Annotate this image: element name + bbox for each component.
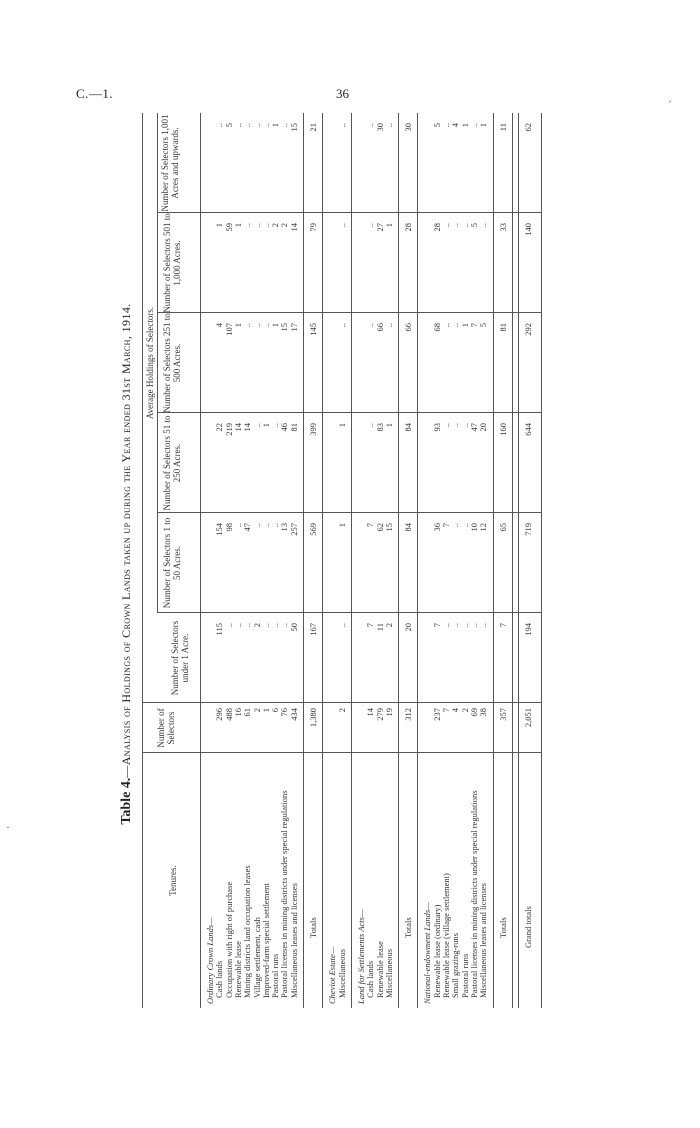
cell-value: .. (336, 123, 347, 128)
cell-value: 1 (260, 423, 271, 428)
cell-value: .. (214, 123, 225, 128)
row-label: Small grazing-runs (450, 933, 461, 998)
cell-value: .. (279, 123, 290, 128)
row-rule (322, 113, 323, 1008)
cell-value: .. (232, 123, 243, 128)
row-label: Pastoral runs (459, 953, 470, 998)
cell-value: 15 (288, 123, 299, 132)
cell-value: 98 (223, 523, 234, 532)
cell-value: 434 (288, 708, 299, 721)
holdings-table (142, 113, 541, 1008)
cell-value: 488 (223, 708, 234, 721)
grand-total-value: 292 (522, 323, 533, 336)
cell-value: .. (251, 523, 262, 528)
cell-value: .. (459, 223, 470, 228)
cell-value: 76 (279, 708, 290, 717)
cell-value: 7 (441, 523, 451, 528)
cell-value: 15 (383, 523, 394, 532)
row-label: Renewable lease (village settlement) (441, 873, 451, 998)
cell-value: 7 (441, 708, 451, 713)
cell-value: .. (459, 423, 470, 428)
row-rule (518, 113, 519, 1008)
group-header: Average Holdings of Selectors. (145, 306, 155, 420)
cell-value: 66 (374, 323, 385, 332)
cell-value: 15 (279, 323, 290, 332)
grand-total-value: 140 (522, 223, 533, 236)
cell-value: 279 (374, 708, 385, 721)
row-label: Renewable lease (ordinary) (431, 904, 442, 998)
scan-mark: · (6, 820, 10, 834)
cell-value: 1 (336, 523, 347, 528)
total-value: 33 (497, 223, 508, 232)
row-label: Miscellaneous (383, 948, 394, 998)
total-value: 79 (308, 223, 318, 232)
row-rule (303, 113, 304, 1008)
totals-label: Totals (308, 917, 318, 938)
row-label: Pastoral licenses in mining districts under special regulations (468, 790, 479, 998)
cell-value: 2 (270, 223, 281, 228)
total-value: 11 (497, 123, 508, 132)
row-label: Village settlement, cash (251, 917, 262, 998)
cell-value: 47 (468, 423, 479, 432)
table-title: Table 4.—Analysis of Holdings of Crown Lands taken up during the Year ended 31st March, 1914. (119, 303, 134, 825)
totals-label: Totals (403, 917, 414, 938)
total-value: 167 (308, 623, 318, 636)
col-1-50: Number of Selectors 1 to 50 Acres. (162, 517, 182, 609)
col-501-1000: Number of Selectors 501 to 1,000 Acres. (162, 213, 182, 313)
cell-value: .. (336, 623, 347, 628)
cell-value: 69 (468, 708, 479, 717)
cell-value: 4 (450, 123, 461, 128)
row-rule (351, 113, 352, 1008)
total-value: 84 (403, 423, 414, 432)
cell-value: .. (468, 623, 479, 628)
cell-value: 4 (214, 323, 225, 328)
cell-value: .. (383, 123, 394, 128)
row-rule (493, 113, 494, 1008)
cell-value: .. (441, 423, 451, 428)
cell-value: 107 (223, 323, 234, 336)
cell-value: .. (279, 623, 290, 628)
cell-value: 19 (383, 708, 394, 717)
total-value: 30 (403, 123, 414, 132)
cell-value: 7 (365, 623, 376, 628)
cell-value: 5 (223, 123, 234, 128)
section-heading: National-endowment Lands— (422, 902, 433, 1004)
cell-value: 5 (478, 323, 489, 328)
cell-value: .. (251, 223, 262, 228)
section-heading: Land for Settlements Acts— (355, 909, 366, 1004)
cell-value: 30 (374, 123, 385, 132)
row-label: Cash lands (214, 960, 225, 998)
cell-value: .. (450, 623, 461, 628)
cell-value: 1 (478, 123, 489, 128)
cell-value: .. (232, 523, 243, 528)
cell-value: .. (336, 223, 347, 228)
cell-value: 47 (242, 523, 253, 532)
cell-value: .. (478, 623, 489, 628)
cell-value: 2 (251, 623, 262, 628)
row-label: Improved-farm special settlement (260, 883, 271, 998)
cell-value: .. (260, 523, 271, 528)
grand-totals-label: Grand totals (522, 906, 533, 948)
cell-value: .. (450, 223, 461, 228)
cell-value: .. (270, 423, 281, 428)
cell-value: 20 (478, 423, 489, 432)
cell-value: 7 (468, 323, 479, 328)
total-value: 65 (497, 523, 508, 532)
cell-value: 1 (260, 708, 271, 713)
cell-value: .. (441, 223, 451, 228)
cell-value: 257 (288, 523, 299, 536)
scan-mark: ˊ (668, 98, 672, 112)
cell-value: .. (365, 123, 376, 128)
grand-total-value: 719 (522, 523, 533, 536)
cell-value: 1 (383, 423, 394, 428)
cell-value: 46 (279, 423, 290, 432)
cell-value: 14 (242, 423, 253, 432)
cell-value: .. (260, 123, 271, 128)
cell-value: 1 (270, 123, 281, 128)
cell-value: 22 (214, 423, 225, 432)
total-value: 7 (497, 623, 508, 628)
cell-value: 4 (450, 708, 461, 713)
total-value: 66 (403, 323, 414, 332)
cell-value: 38 (478, 708, 489, 717)
cell-value: 1 (270, 323, 281, 328)
cell-value: .. (242, 623, 253, 628)
cell-value: 12 (478, 523, 489, 532)
col-51-250: Number of Selectors 51 to 250 Acres. (162, 415, 182, 511)
cell-value: 1 (383, 223, 394, 228)
cell-value: .. (251, 123, 262, 128)
cell-value: 10 (468, 523, 479, 532)
cell-value: .. (383, 323, 394, 328)
total-value: 357 (497, 708, 508, 721)
cell-value: 5 (431, 123, 442, 128)
cell-value: 2 (383, 623, 394, 628)
row-label: Mining districts land occupation leases (242, 865, 253, 998)
cell-value: 59 (223, 223, 234, 232)
grand-total-value: 644 (522, 423, 533, 436)
total-value: 160 (497, 423, 508, 436)
col-1001-up: Number of Selectors 1,001 Acres and upwards. (160, 114, 180, 212)
cell-value: .. (232, 623, 243, 628)
cell-value: 115 (214, 623, 225, 636)
cell-value: .. (242, 223, 253, 228)
section-heading: Cheviot Estate— (327, 946, 338, 1004)
page-code: C.—1. (76, 86, 114, 101)
cell-value: 2 (459, 708, 470, 713)
cell-value: .. (459, 523, 470, 528)
cell-value: .. (365, 423, 376, 428)
cell-value: 50 (288, 623, 299, 632)
page-number: 36 (336, 86, 349, 101)
cell-value: 28 (431, 223, 442, 232)
grand-total-value: 2,051 (522, 708, 533, 728)
cell-value: 237 (431, 708, 442, 721)
cell-value: .. (336, 323, 347, 328)
col-251-500: Number of Selectors 251 to 500 Acres. (162, 313, 182, 413)
cell-value: .. (260, 323, 271, 328)
grand-total-value: 62 (522, 123, 533, 132)
cell-value: 1 (232, 223, 243, 228)
cell-value: 62 (374, 523, 385, 532)
cell-value: 14 (288, 223, 299, 232)
total-value: 569 (308, 523, 318, 536)
cell-value: 1 (459, 323, 470, 328)
row-label: Miscellaneous leases and licenses (288, 883, 299, 998)
cell-value: 1 (336, 423, 347, 428)
cell-value: .. (270, 623, 281, 628)
cell-value: .. (441, 323, 451, 328)
total-value: 20 (403, 623, 414, 632)
row-label: Pastoral licenses in mining districts under special regulations (279, 790, 290, 998)
cell-value: .. (478, 223, 489, 228)
cell-value: .. (260, 223, 271, 228)
total-value: 399 (308, 423, 318, 436)
cell-value: 68 (431, 323, 442, 332)
row-rule (512, 113, 513, 1008)
total-value: 28 (403, 223, 414, 232)
cell-value: 2 (336, 708, 347, 713)
cell-value: 17 (288, 323, 299, 332)
row-rule (398, 113, 399, 1008)
cell-value: 16 (232, 708, 243, 717)
number-header: Number of Selectors (156, 708, 176, 748)
cell-value: 13 (279, 523, 290, 532)
cell-value: 14 (232, 423, 243, 432)
cell-value: 7 (431, 623, 442, 628)
cell-value: 2 (279, 223, 290, 228)
total-value: 84 (403, 523, 414, 532)
cell-value: 2 (251, 708, 262, 713)
total-value: 145 (308, 323, 318, 336)
total-value: 1,380 (308, 708, 318, 728)
row-rule (417, 113, 418, 1008)
cell-value: 219 (223, 423, 234, 436)
col-under-1: Number of Selectors under 1 Acre. (170, 620, 190, 696)
cell-value: .. (459, 623, 470, 628)
cell-value: .. (441, 623, 451, 628)
cell-value: .. (450, 523, 461, 528)
cell-value: .. (270, 523, 281, 528)
cell-value: .. (242, 323, 253, 328)
cell-value: 14 (365, 708, 376, 717)
cell-value: .. (260, 623, 271, 628)
cell-value: .. (251, 423, 262, 428)
cell-value: .. (441, 123, 451, 128)
cell-value: 6 (270, 708, 281, 713)
cell-value: .. (365, 323, 376, 328)
row-label: Renewable lease (374, 941, 385, 998)
cell-value: 36 (431, 523, 442, 532)
total-value: 312 (403, 708, 414, 721)
total-value: 21 (308, 123, 318, 132)
cell-value: 11 (374, 623, 385, 632)
cell-value: 1 (232, 323, 243, 328)
row-label: Occupation with right of purchase (223, 881, 234, 998)
totals-label: Totals (497, 917, 508, 938)
cell-value: 296 (214, 708, 225, 721)
cell-value: 7 (365, 523, 376, 528)
row-label: Cash lands (365, 960, 376, 998)
cell-value: .. (450, 423, 461, 428)
row-label: Renewable lease (232, 941, 243, 998)
grand-total-value: 194 (522, 623, 533, 636)
cell-value: .. (450, 323, 461, 328)
cell-value: .. (223, 623, 234, 628)
total-value: 81 (497, 323, 508, 332)
cell-value: .. (468, 123, 479, 128)
cell-value: 1 (459, 123, 470, 128)
cell-value: 27 (374, 223, 385, 232)
cell-value: 83 (374, 423, 385, 432)
cell-value: 93 (431, 423, 442, 432)
cell-value: .. (251, 323, 262, 328)
cell-value: .. (242, 123, 253, 128)
cell-value: 154 (214, 523, 225, 536)
section-heading: Ordinary Crown Lands— (205, 917, 215, 1004)
cell-value: 5 (468, 223, 479, 228)
row-label: Pastoral runs (270, 953, 281, 998)
cell-value: 81 (288, 423, 299, 432)
cell-value: 61 (242, 708, 253, 717)
row-label: Miscellaneous (336, 948, 347, 998)
cell-value: .. (365, 223, 376, 228)
row-label: Miscellaneous leases and licenses (478, 883, 489, 998)
tenures-header: Tenures. (168, 865, 178, 896)
cell-value: 1 (214, 223, 225, 228)
